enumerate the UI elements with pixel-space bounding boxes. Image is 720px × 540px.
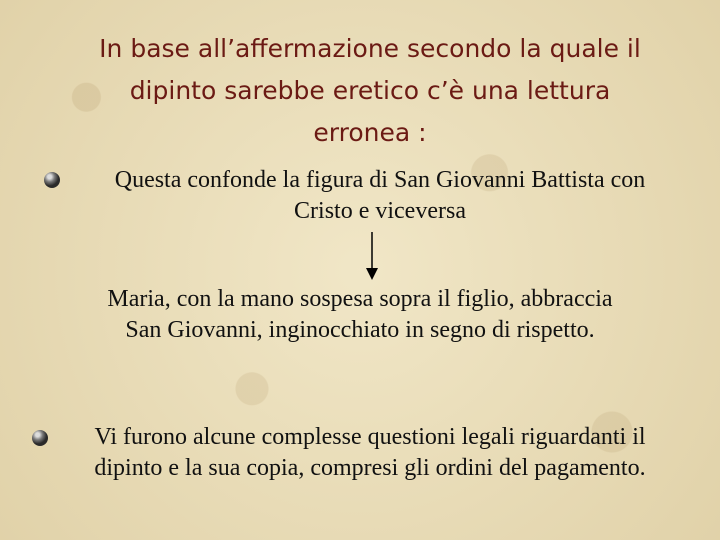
title-line-2: dipinto sarebbe eretico c’è una lettura — [129, 76, 611, 105]
explanation-text — [40, 284, 680, 346]
point-2-line-1: Vi furono alcune complesse questioni legali riguardanti il — [94, 424, 646, 450]
point-1-line-1: Questa confonde la figura di San Giovanni Battista con — [114, 167, 646, 193]
bullet-point-1 — [60, 165, 700, 227]
title-line-3: erronea : — [313, 118, 427, 147]
explanation-line-2: San Giovanni, inginocchiato in segno di rispetto. — [125, 317, 595, 343]
bullet-sphere-icon — [44, 172, 60, 188]
bullet-point-2 — [30, 422, 710, 484]
point-2-line-2: dipinto e la sua copia, compresi gli ordini del pagamento. — [94, 455, 646, 481]
title-line-1: In base all’affermazione secondo la quale il — [99, 34, 641, 63]
slide-title — [40, 28, 700, 154]
arrow-down-icon — [362, 232, 382, 282]
point-1-line-2: Cristo e viceversa — [294, 198, 466, 224]
explanation-line-1: Maria, con la mano sospesa sopra il figlio, abbraccia — [107, 286, 613, 312]
